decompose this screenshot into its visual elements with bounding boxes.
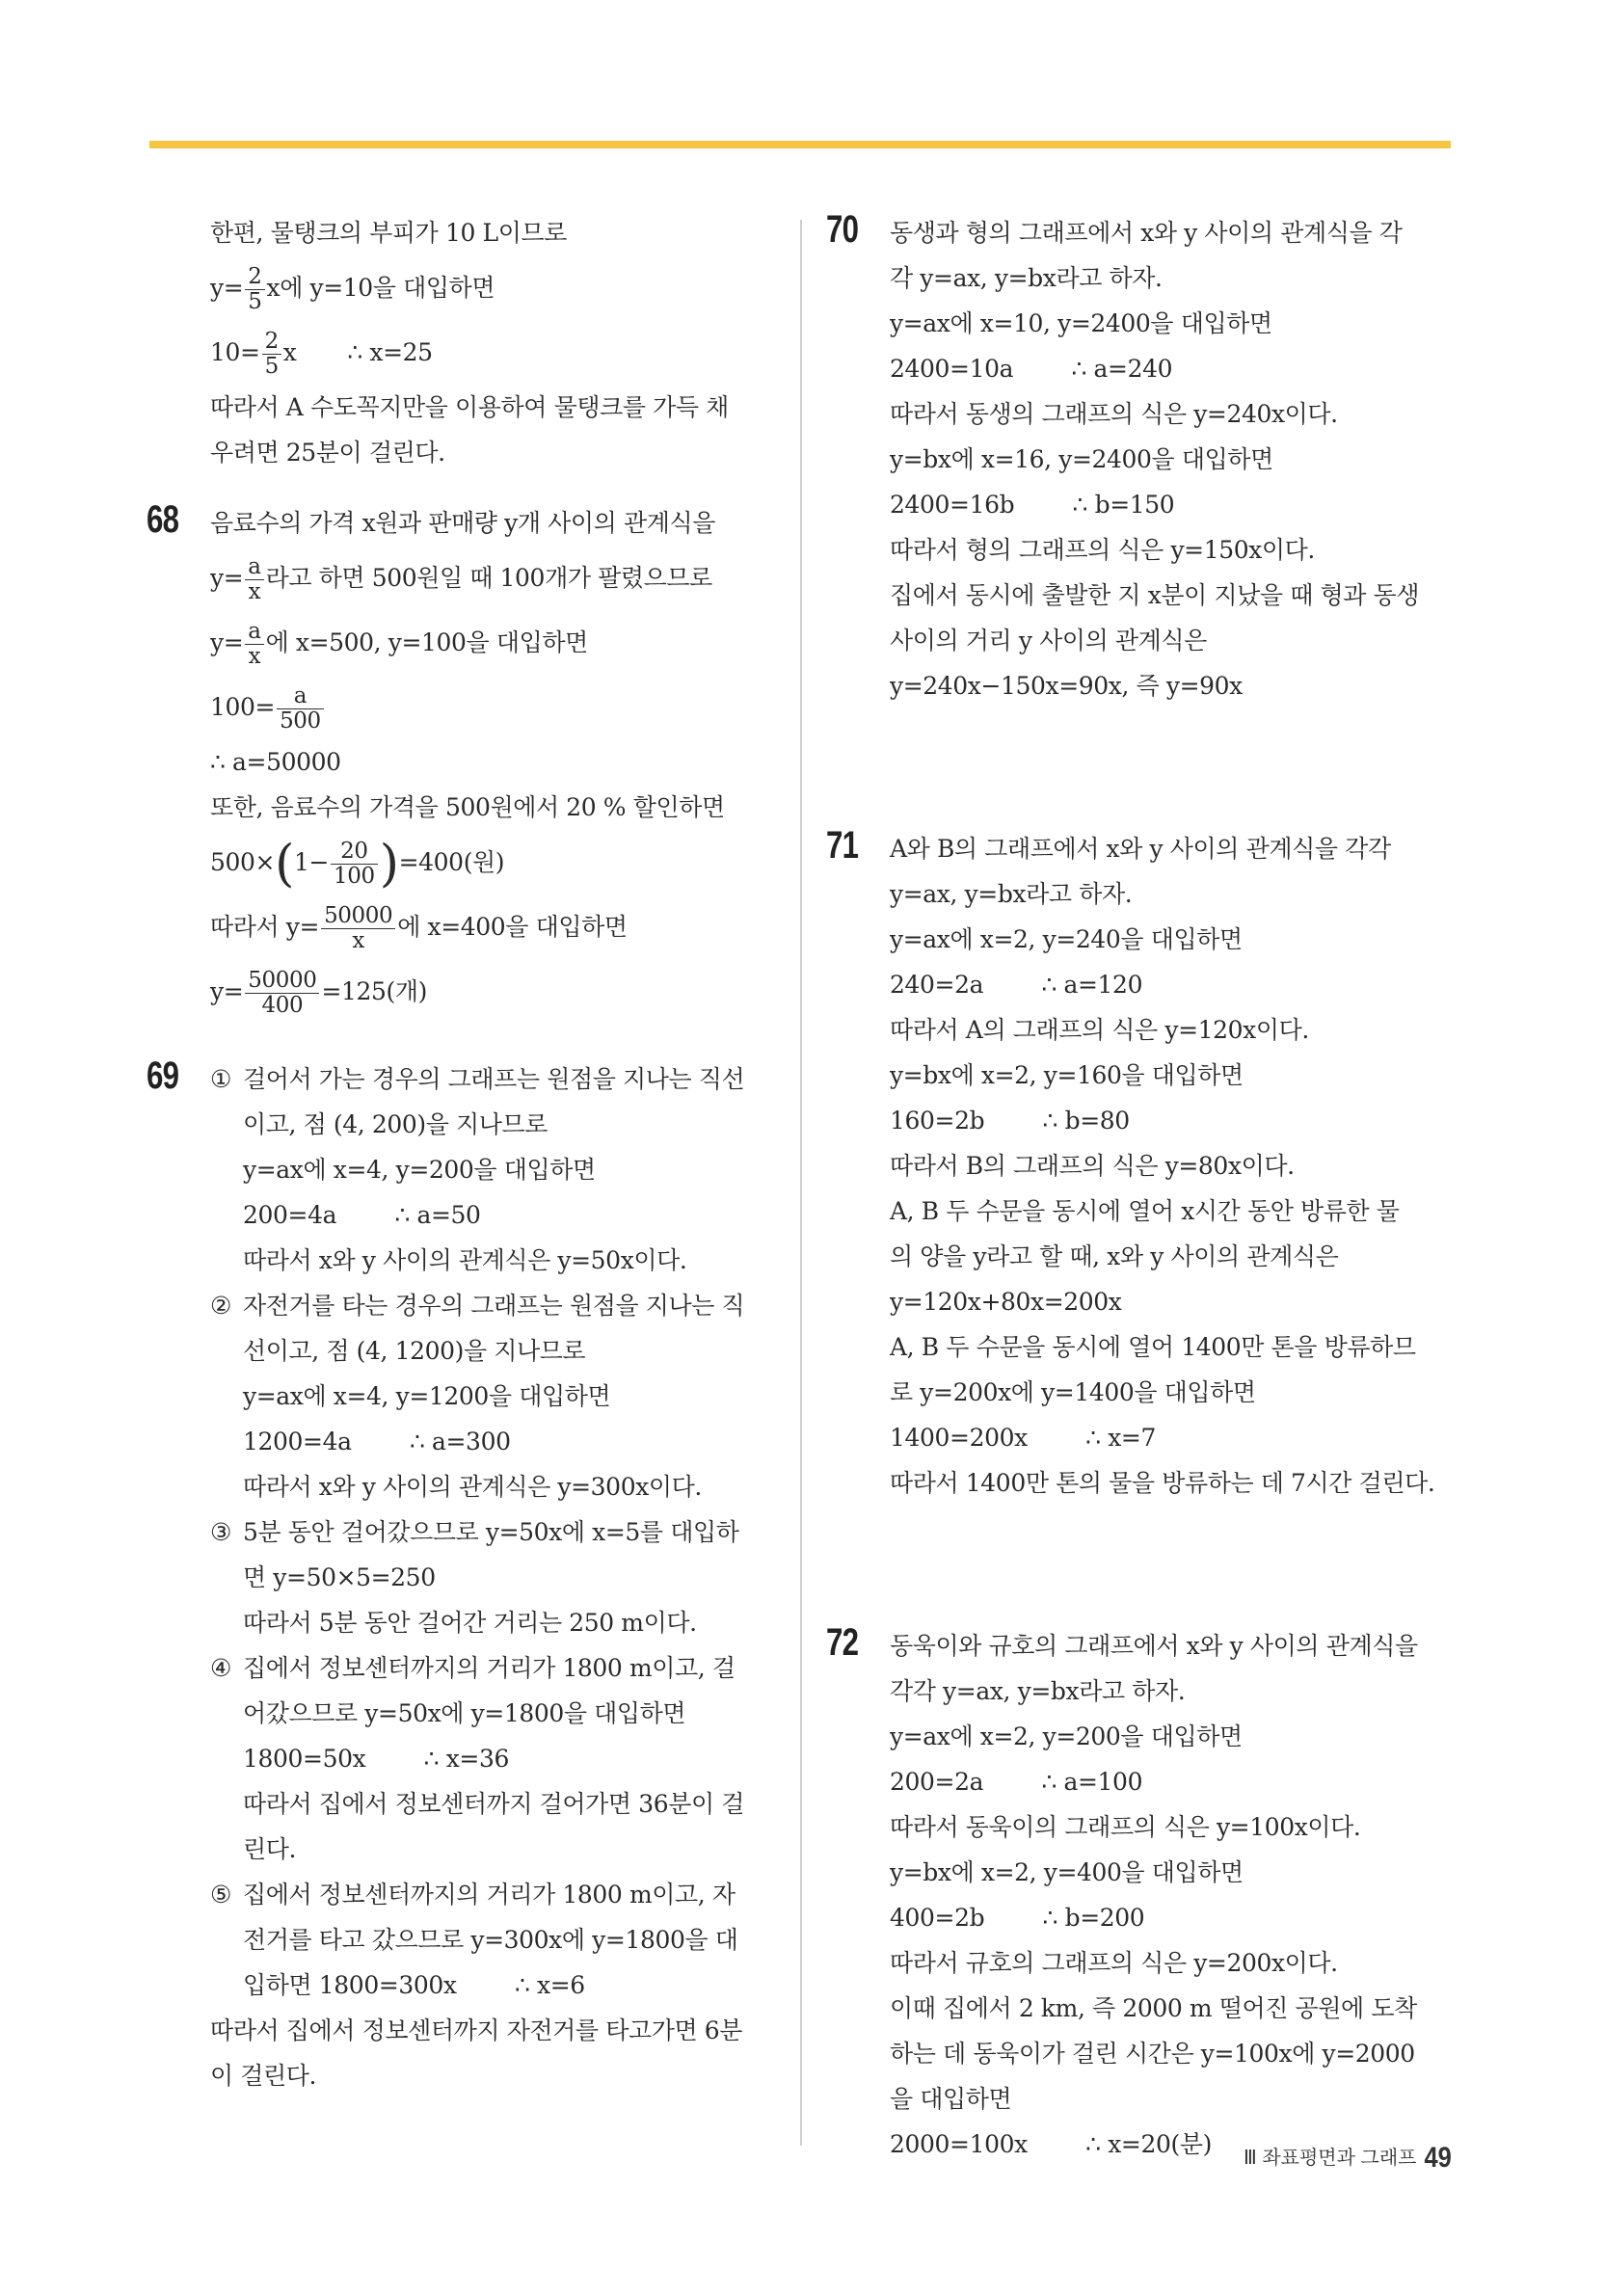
text-line: 하는 데 동욱이가 걸린 시간은 y=100x에 y=2000: [890, 2040, 1415, 2068]
text-line: y=ax에 x=4, y=1200을 대입하면: [243, 1382, 611, 1410]
text-line: 어갔으므로 y=50x에 y=1800을 대입하면: [243, 1699, 686, 1727]
text-line: 따라서 5분 동안 걸어간 거리는 250 m이다.: [243, 1609, 697, 1637]
column-divider: [800, 220, 802, 2146]
fraction: $\frac{a}{x}$: [245, 555, 263, 604]
text-line: y=ax에 x=4, y=200을 대입하면: [243, 1156, 596, 1184]
equation-line: y= $\frac{2}{5}$ x에 y=10을 대입하면: [210, 264, 495, 314]
fraction: $\frac{2}{5}$: [245, 265, 264, 314]
text-line: 이고, 점 (4, 200)을 지나므로: [243, 1110, 548, 1138]
fraction: $\frac{2}{5}$: [262, 330, 281, 379]
text-line: 린다.: [243, 1835, 297, 1863]
equation-line: 따라서 y= $\frac{50000}{x}$ 에 x=400을 대입하면: [210, 903, 628, 953]
fraction: $\frac{50000}{400}$: [245, 969, 319, 1018]
equation-line: 10= $\frac{2}{5}$ x ∴ x=25: [210, 329, 433, 379]
fraction: $\frac{20}{100}$: [331, 840, 378, 889]
text-line: 우려면 25분이 걸린다.: [210, 439, 445, 467]
text-line: 선이고, 점 (4, 1200)을 지나므로: [243, 1337, 586, 1365]
text-line: ∴ a=50000: [210, 748, 341, 776]
item-marker: ③: [210, 1518, 232, 1546]
sub-item-3: [210, 1509, 771, 1645]
text-line: 의 양을 y라고 할 때, x와 y 사이의 관계식은: [890, 1242, 1339, 1270]
equation-line: y= $\frac{a}{x}$ 라고 하면 500원일 때 100개가 팔렸으므로: [210, 554, 712, 604]
equation-line: 100= $\frac{a}{500}$: [210, 675, 771, 739]
item-marker: ①: [210, 1065, 232, 1093]
text-line: 400=2b ∴ b=200: [890, 1904, 1145, 1932]
fraction: $\frac{a}{x}$: [245, 620, 263, 669]
text-line: 따라서 집에서 정보센터까지 자전거를 타고가면 6분: [210, 2016, 742, 2044]
text-line: 집에서 정보센터까지의 거리가 1800 m이고, 걸: [243, 1654, 736, 1682]
item-marker: ⑤: [210, 1881, 232, 1909]
header-accent-bar: [149, 141, 1451, 148]
intro-continuation: [145, 210, 771, 475]
text-line: 집에서 정보센터까지의 거리가 1800 m이고, 자: [243, 1881, 736, 1909]
text-line: 걸어서 가는 경우의 그래프는 원점을 지나는 직선: [243, 1065, 745, 1093]
text-line: y=ax에 x=2, y=240을 대입하면: [890, 925, 1243, 953]
text-line: 따라서 B의 그래프의 식은 y=80x이다.: [890, 1152, 1295, 1180]
text-line: 200=4a ∴ a=50: [243, 1201, 481, 1229]
text-line: 전거를 타고 갔으므로 y=300x에 y=1800을 대: [243, 1926, 738, 1954]
page-footer: [1244, 2142, 1455, 2175]
text-line: A, B 두 수문을 동시에 열어 x시간 동안 방류한 물: [890, 1197, 1400, 1225]
text-line: 따라서 동생의 그래프의 식은 y=240x이다.: [890, 400, 1338, 428]
text-line: 2000=100x ∴ x=20(분): [890, 2130, 1212, 2158]
text-line: 각각 y=ax, y=bx라고 하자.: [890, 1677, 1186, 1705]
text-line: 면 y=50×5=250: [243, 1563, 436, 1591]
text-line: 200=2a ∴ a=100: [890, 1768, 1143, 1796]
left-column: [145, 210, 771, 2098]
text-line: 따라서 A의 그래프의 식은 y=120x이다.: [890, 1016, 1309, 1044]
text-line: y=bx에 x=2, y=160을 대입하면: [890, 1061, 1244, 1089]
text-line: 따라서 동욱이의 그래프의 식은 y=100x이다.: [890, 1813, 1361, 1841]
text-line: 1800=50x ∴ x=36: [243, 1745, 509, 1773]
item-marker: ②: [210, 1292, 232, 1320]
text-line: 따라서 x와 y 사이의 관계식은 y=300x이다.: [243, 1473, 702, 1501]
text-line: 입하면 1800=300x ∴ x=6: [243, 1971, 585, 1999]
text-line: 따라서 1400만 톤의 물을 방류하는 데 7시간 걸린다.: [890, 1469, 1435, 1497]
text-line: A, B 두 수문을 동시에 열어 1400만 톤을 방류하므: [890, 1333, 1416, 1361]
text-line: y=ax에 x=10, y=2400을 대입하면: [890, 309, 1272, 337]
text-line: 따라서 A 수도꼭지만을 이용하여 물탱크를 가득 채: [210, 393, 729, 421]
text-line: 이때 집에서 2 km, 즉 2000 m 떨어진 공원에 도착: [890, 1994, 1417, 2022]
sub-item-4: [210, 1645, 771, 1872]
problem-number: 71: [826, 824, 859, 867]
text-line: 한편, 물탱크의 부피가 10 L이므로: [210, 219, 567, 247]
equation-line: y= $\frac{50000}{400}$ =125(개): [210, 968, 427, 1018]
text-line: y=ax에 x=2, y=200을 대입하면: [890, 1722, 1243, 1750]
right-column: [824, 210, 1460, 2167]
sub-item-1: [210, 1056, 771, 1283]
text-line: 2400=16b ∴ b=150: [890, 491, 1175, 519]
problem-69: [145, 1056, 771, 2098]
text-line: 따라서 x와 y 사이의 관계식은 y=50x이다.: [243, 1246, 687, 1274]
problem-number: 70: [826, 208, 859, 251]
problem-71: [824, 826, 1460, 1506]
text-line: 을 대입하면: [890, 2085, 1012, 2113]
text-line: 따라서 집에서 정보센터까지 걸어가면 36분이 걸: [243, 1790, 744, 1818]
text-line: 로 y=200x에 y=1400을 대입하면: [890, 1378, 1256, 1406]
text-line: 동생과 형의 그래프에서 x와 y 사이의 관계식을 각: [890, 219, 1403, 247]
text-line: 160=2b ∴ b=80: [890, 1107, 1130, 1135]
text-line: 음료수의 가격 x원과 판매량 y개 사이의 관계식을: [210, 509, 715, 537]
item-marker: ④: [210, 1654, 232, 1682]
text-line: y=ax, y=bx라고 하자.: [890, 880, 1133, 908]
text-line: 집에서 동시에 출발한 지 x분이 지났을 때 형과 동생: [890, 581, 1420, 609]
text-line: 따라서 형의 그래프의 식은 y=150x이다.: [890, 536, 1315, 564]
text-line: y=bx에 x=2, y=400을 대입하면: [890, 1858, 1244, 1886]
sub-item-2: [210, 1283, 771, 1509]
text-line: 1400=200x ∴ x=7: [890, 1424, 1156, 1452]
text-line: 이 걸린다.: [210, 2062, 317, 2090]
text-line: 동욱이와 규호의 그래프에서 x와 y 사이의 관계식을: [890, 1632, 1418, 1660]
equation-line: y= $\frac{a}{x}$ 에 x=500, y=100을 대입하면: [210, 619, 588, 669]
text-line: y=bx에 x=16, y=2400을 대입하면: [890, 445, 1273, 473]
problem-number: 68: [147, 498, 179, 541]
text-line: 2400=10a ∴ a=240: [890, 355, 1173, 383]
problem-number: 69: [147, 1055, 179, 1097]
problem-number: 72: [826, 1621, 859, 1664]
problem-70: [824, 210, 1460, 708]
page-number: 49: [1424, 2142, 1453, 2174]
problem-68: [145, 500, 771, 1024]
text-line: 240=2a ∴ a=120: [890, 971, 1143, 999]
equation-line: 500×(1− $\frac{20}{100}$ )=400(원): [210, 835, 505, 894]
text-line: 또한, 음료수의 가격을 500원에서 20 % 할인하면: [210, 793, 725, 821]
text-line: 각 y=ax, y=bx라고 하자.: [890, 264, 1163, 292]
text-line: 5분 동안 걸어갔으므로 y=50x에 x=5를 대입하: [243, 1518, 739, 1546]
text-line: 1200=4a ∴ a=300: [243, 1428, 511, 1455]
text-line: y=120x+80x=200x: [890, 1288, 1122, 1316]
text-line: 자전거를 타는 경우의 그래프는 원점을 지나는 직: [243, 1292, 745, 1320]
text-line: y=240x−150x=90x, 즉 y=90x: [890, 672, 1243, 700]
chapter-title: Ⅲ 좌표평면과 그래프: [1244, 2148, 1417, 2169]
problem-72: [824, 1623, 1460, 2167]
fraction: $\frac{a}{500}$: [277, 684, 324, 734]
text-line: 따라서 규호의 그래프의 식은 y=200x이다.: [890, 1949, 1338, 1977]
text-line: A와 B의 그래프에서 x와 y 사이의 관계식을 각각: [890, 835, 1391, 863]
sub-item-5: [210, 1872, 771, 2008]
fraction: $\frac{50000}{x}$: [321, 904, 395, 953]
text-line: 사이의 거리 y 사이의 관계식은: [890, 627, 1207, 654]
